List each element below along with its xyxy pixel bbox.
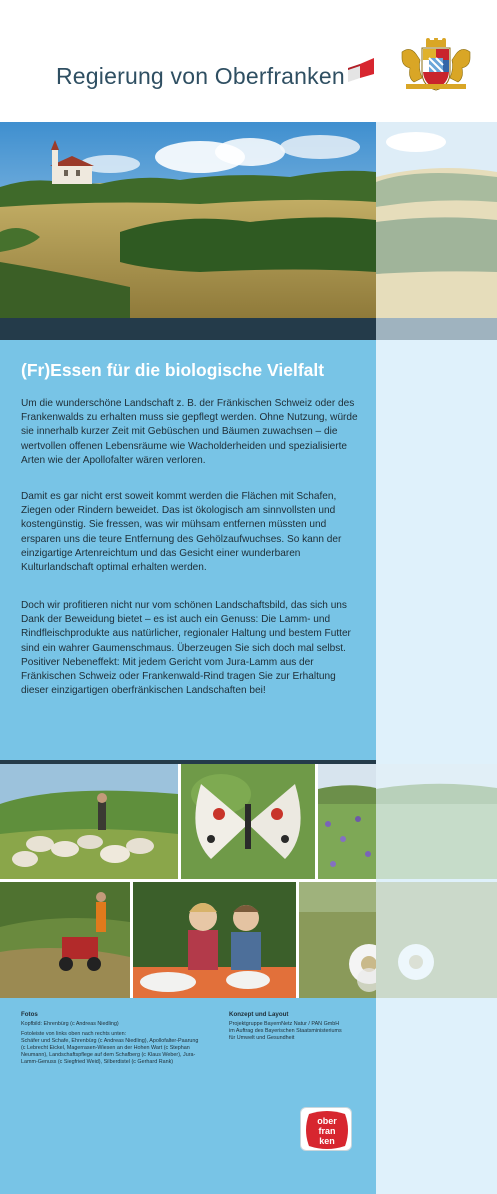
logo-text-line1: ober [317, 1116, 337, 1126]
photo-apollo-butterfly [181, 764, 315, 879]
photos-credit-line: Schäfer und Schafe, Ehrenbürg (c Andreas Niedling), Apollofalter-Paarung [21, 1038, 199, 1044]
photo-meadow-faded [376, 764, 497, 879]
photo-landscape-maintenance [0, 882, 130, 998]
bavarian-coat-of-arms-icon [396, 38, 476, 92]
photos-credit-line: Lamm-Genuss (c Siegfried Weid), Silberdistel (c Gerhard Rank) [21, 1059, 174, 1065]
page-header [0, 0, 497, 122]
photos-credit-line: Kopfbild: Ehrenbürg (c Andreas Niedling) [21, 1021, 119, 1027]
photo-meadow [318, 764, 376, 879]
logo-text-line3: ken [319, 1136, 335, 1146]
article-title: (Fr)Essen für die biologische Vielfalt [21, 360, 325, 380]
hero-landscape-photo-faded [376, 122, 497, 318]
photos-credit-line: Neumann), Landschaftspflege auf dem Schafberg (c Klaus Weber), Jura- [21, 1052, 196, 1058]
concept-credit-heading: Konzept und Layout [229, 1011, 289, 1018]
photo-shepherd-sheep [0, 764, 178, 879]
concept-credit-line: im Auftrag des Bayerischen Staatsministeriums [229, 1028, 342, 1034]
logo-text-line2: fran [318, 1126, 336, 1136]
photos-credit-heading: Fotos [21, 1011, 38, 1018]
oberfranken-logo-icon [301, 1108, 353, 1152]
oberfranken-logo [300, 1107, 352, 1151]
regierung-logo-icon [346, 56, 376, 86]
photos-credit-line: Fotoleiste von links oben nach rechts unten: [21, 1031, 127, 1037]
hero-divider-band [0, 318, 376, 340]
org-name: Regierung von Oberfranken [56, 63, 345, 89]
article-paragraph-2: Damit es gar nicht erst soweit kommt werden die Flächen mit Schafen, Ziegen oder Rindern beweidet. Das ist ökologisch am sinnvollsten und kostengünstig. Sie fressen, was wir mühsam entfernen müssten und ersparen uns die teure Entfernung des Gehölzaufwuchses. So kann der einzigartige Artenreichtum und das Gesicht einer wunderbaren Kulturlandschaft optimal erhalten werden. [21, 491, 342, 574]
hero-landscape-photo [0, 122, 376, 318]
photo-silver-thistle [299, 882, 376, 998]
article-paragraph-1: Um die wunderschöne Landschaft z. B. der Fränkischen Schweiz oder des Frankenwalds zu erhalten muss sie gepflegt werden. Ohne Nutzung, würde sie innerhalb kurzer Zeit mit Gebüschen und Bäumen zuwachsen – die wertvollen offenen Lebensräume wie Wacholderheiden und spezialisierte Arten wie der Apollofalter wären verloren. [21, 398, 358, 466]
concept-credit-line: Projektgruppe BayernNetz Natur / PAN GmbH [229, 1021, 340, 1027]
hero-divider-band-faded [376, 318, 497, 340]
photos-credit-line: (c Lebrecht Eickel, Magerrasen-Wiesen an der Hohen Wart (c Stephan [21, 1045, 190, 1051]
photo-children-lamb-dinner [133, 882, 296, 998]
concept-credit-line: für Umwelt und Gesundheit [229, 1035, 295, 1041]
photo-silver-thistle-faded [376, 882, 497, 998]
article-paragraph-3: Doch wir profitieren nicht nur vom schönen Landschaftsbild, das sich uns Dank der Beweidung bietet – es ist auch ein Genuss: Die Lamm- und Rindfleischprodukte aus natürlicher, regionaler Haltung und bestem Futter sind ein wahrer Gaumenschmaus. Überzeugen Sie sich doch mal selbst. Positiver Nebeneffekt: Mit jedem Gericht vom Jura-Lamm aus der Fränkischen Schweiz oder Frankenwald-Rind tragen Sie zur Erhaltung dieser einzigartigen oberfränkischen Landschaften bei! [21, 600, 351, 697]
